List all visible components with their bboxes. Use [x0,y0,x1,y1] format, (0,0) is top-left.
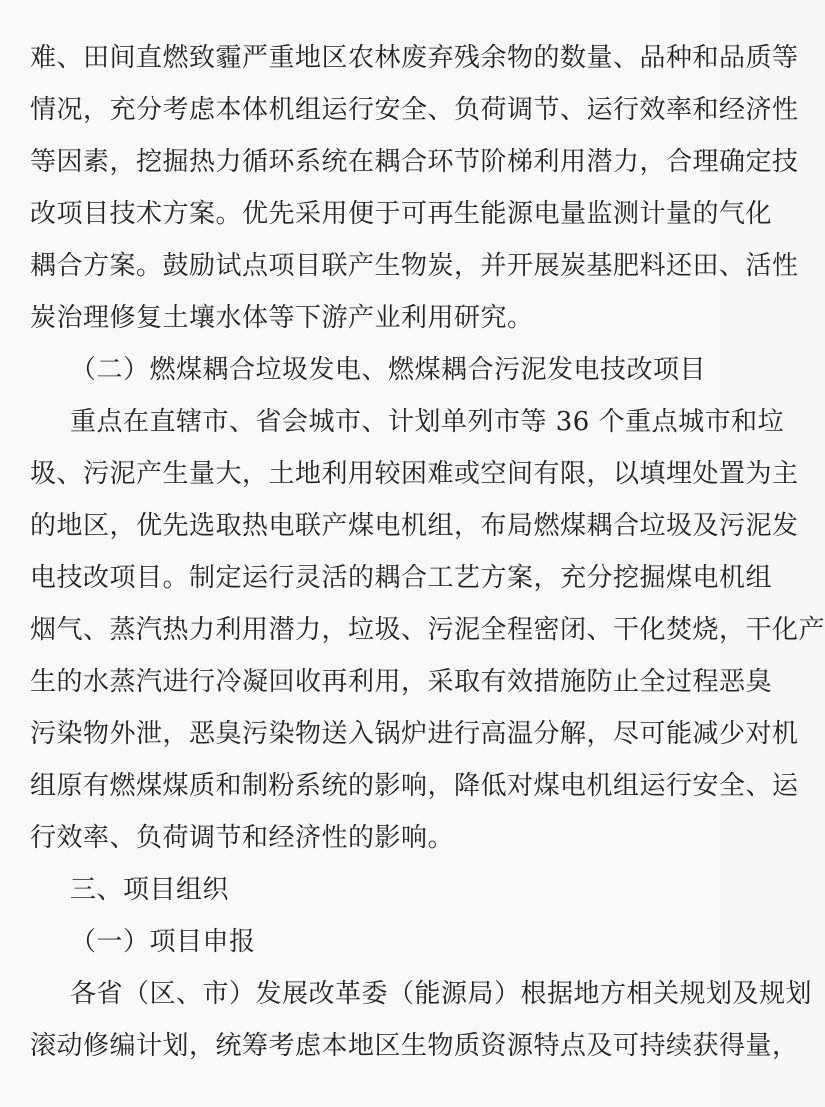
subsection-heading: （一）项目申报 [70,927,256,957]
text-line: 圾、污泥产生量大，土地利用较困难或空间有限，以填埋处置为主 [30,459,799,489]
text-line: 改项目技术方案。优先采用便于可再生能源电量监测计量的气化 [30,199,773,229]
text-line: 行效率、负荷调节和经济性的影响。 [30,823,455,853]
text-line: 情况，充分考虑本体机组运行安全、负荷调节、运行效率和经济性 [30,95,799,125]
text-line: 电技改项目。制定运行灵活的耦合工艺方案，充分挖掘煤电机组 [30,563,773,593]
text-line: 等因素，挖掘热力循环系统在耦合环节阶梯利用潜力，合理确定技 [30,147,799,177]
text-line: 难、田间直燃致霾严重地区农林废弃残余物的数量、品种和品质等 [30,43,799,73]
text-line: 耦合方案。鼓励试点项目联产生物炭，并开展炭基肥料还田、活性 [30,251,799,281]
text-line: 烟气、蒸汽热力利用潜力，垃圾、污泥全程密闭、干化焚烧，干化产 [30,615,825,645]
text-line: 的地区，优先选取热电联产煤电机组，布局燃煤耦合垃圾及污泥发 [30,511,799,541]
text-line: 组原有燃煤煤质和制粉系统的影响，降低对煤电机组运行安全、运 [30,771,799,801]
text-line: 滚动修编计划，统筹考虑本地区生物质资源特点及可持续获得量， [30,1031,799,1061]
section-heading: （二）燃煤耦合垃圾发电、燃煤耦合污泥发电技改项目 [70,355,707,385]
text-line: 各省（区、市）发展改革委（能源局）根据地方相关规划及规划 [70,979,813,1009]
text-line: 炭治理修复土壤水体等下游产业利用研究。 [30,303,534,333]
text-line: 污染物外泄，恶臭污染物送入锅炉进行高温分解，尽可能减少对机 [30,719,799,749]
text-line: 重点在直辖市、省会城市、计划单列市等 36 个重点城市和垃 [70,407,785,437]
section-heading: 三、项目组织 [70,875,230,905]
text-line: 生的水蒸汽进行冷凝回收再利用，采取有效措施防止全过程恶臭 [30,667,773,697]
